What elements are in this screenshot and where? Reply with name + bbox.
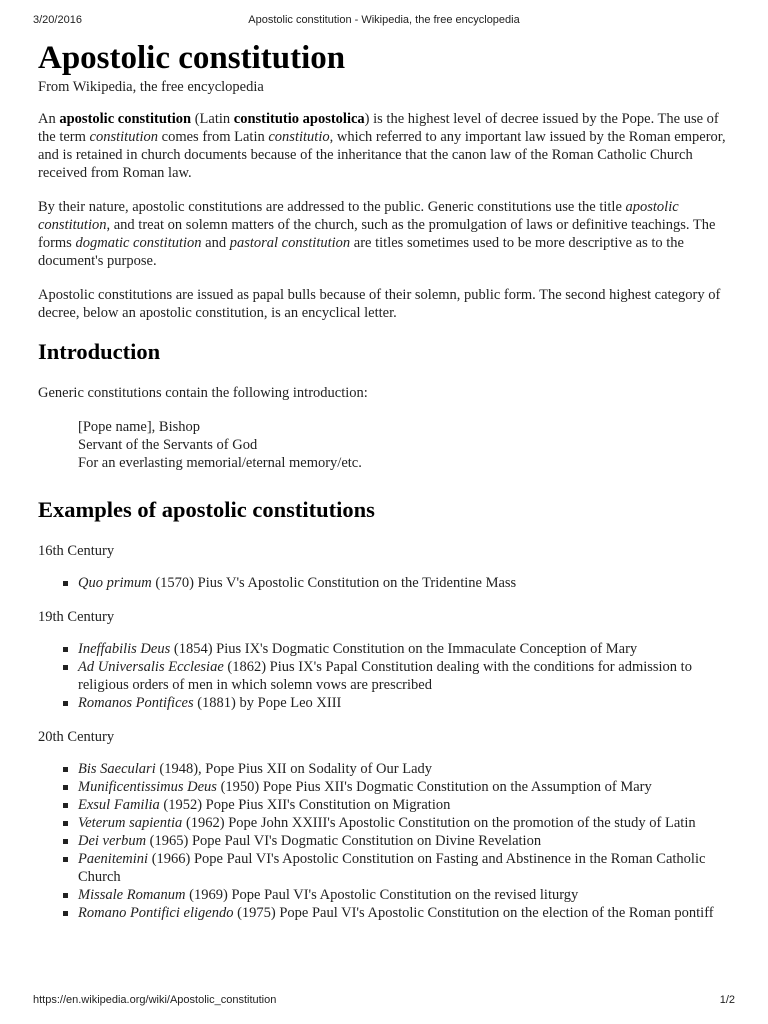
text-run: By their nature, apostolic constitutions are addressed to the public. Generic constitutions use the title <box>38 199 626 215</box>
document-description: (1862) Pius IX's Papal Constitution dealing with the conditions for admission to religious orders of men in which solemn vows are prescribed <box>78 659 692 693</box>
square-bullet-icon <box>63 767 68 772</box>
examples-list <box>38 760 738 922</box>
list-item <box>78 658 738 694</box>
document-description: (1966) Pope Paul VI's Apostolic Constitution on Fasting and Abstinence in the Roman Catholic Church <box>78 851 706 885</box>
document-description: (1962) Pope John XXIII's Apostolic Constitution on the promotion of the study of Latin <box>182 815 696 831</box>
text-run: and <box>201 235 230 251</box>
square-bullet-icon <box>63 665 68 670</box>
document-title: Bis Saeculari <box>78 761 156 777</box>
square-bullet-icon <box>63 647 68 652</box>
document-description: (1975) Pope Paul VI's Apostolic Constitution on the election of the Roman pontiff <box>233 905 714 921</box>
examples-list <box>38 574 738 592</box>
article-title: Apostolic constitution <box>38 40 346 76</box>
document-title: Dei verbum <box>78 833 147 849</box>
square-bullet-icon <box>63 911 68 916</box>
italic-term: constitutio <box>268 129 330 145</box>
article-tagline: From Wikipedia, the free encyclopedia <box>38 79 264 95</box>
document-description: (1948), Pope Pius XII on Sodality of Our Lady <box>155 761 433 777</box>
document-title: Paenitemini <box>78 851 149 867</box>
square-bullet-icon <box>63 893 68 898</box>
document-title: Veterum sapientia <box>78 815 183 831</box>
square-bullet-icon <box>63 785 68 790</box>
introduction-formula <box>78 418 738 472</box>
lead-paragraph-2 <box>38 198 738 270</box>
list-item <box>78 640 738 658</box>
formula-line: [Pope name], Bishop <box>78 419 201 435</box>
list-item <box>78 832 738 850</box>
list-item <box>78 904 738 922</box>
document-description: (1881) by Pope Leo XIII <box>193 695 342 711</box>
list-item <box>78 850 738 886</box>
print-header <box>33 14 735 30</box>
bold-term: apostolic constitution <box>59 111 192 127</box>
square-bullet-icon <box>63 821 68 826</box>
document-description: (1965) Pope Paul VI's Dogmatic Constitution on Divine Revelation <box>146 833 542 849</box>
century-label: 20th Century <box>38 729 115 745</box>
text-run: comes from Latin <box>158 129 269 145</box>
square-bullet-icon <box>63 857 68 862</box>
text-run: , and treat on solemn matters of the church, such as the promulgation of laws or definitive teachings. The forms <box>38 217 716 251</box>
lead-paragraph-3: Apostolic constitutions are issued as papal bulls because of their solemn, public form. The second highest category of decree, below an apostolic constitution, is an encyclical letter. <box>38 287 721 321</box>
examples-list <box>38 640 738 712</box>
text-run: ) is the highest level of decree issued by the Pope. The use of the term <box>38 111 719 145</box>
list-item <box>78 796 738 814</box>
lead-paragraph-1 <box>38 110 738 182</box>
document-description: (1950) Pope Pius XII's Dogmatic Constitution on the Assumption of Mary <box>216 779 652 795</box>
italic-term: constitution <box>89 129 159 145</box>
section-heading-introduction: Introduction <box>38 339 161 364</box>
italic-term: pastoral constitution <box>229 235 351 251</box>
text-run: (Latin <box>191 111 234 127</box>
document-title: Romano Pontifici eligendo <box>78 905 234 921</box>
square-bullet-icon <box>63 803 68 808</box>
list-item <box>78 814 738 832</box>
list-item <box>78 760 738 778</box>
square-bullet-icon <box>63 701 68 706</box>
document-description: (1854) Pius IX's Dogmatic Constitution on the Immaculate Conception of Mary <box>170 641 638 657</box>
text-run: are titles sometimes used to be more descriptive as to the document's purpose. <box>38 235 684 269</box>
italic-term: dogmatic constitution <box>75 235 202 251</box>
text-run: An <box>38 111 60 127</box>
bold-term: constitutio apostolica <box>233 111 365 127</box>
formula-line: For an everlasting memorial/eternal memory/etc. <box>78 455 362 471</box>
list-item <box>78 574 738 592</box>
list-item <box>78 778 738 796</box>
document-title: Ad Universalis Ecclesiae <box>78 659 224 675</box>
century-label: 19th Century <box>38 609 115 625</box>
century-label: 16th Century <box>38 543 115 559</box>
text-run: , which referred to any important law issued by the Roman emperor, and is retained in church documents because of the inheritance that the canon law of the Roman Catholic Church received from Roman law. <box>38 129 726 181</box>
document-title: Munificentissimus Deus <box>78 779 217 795</box>
print-page-number: 1/2 <box>719 994 735 1006</box>
document-title: Romanos Pontifices <box>78 695 194 711</box>
list-item <box>78 694 738 712</box>
print-page-title: Apostolic constitution - Wikipedia, the free encyclopedia <box>248 14 520 26</box>
list-item <box>78 886 738 904</box>
formula-line: Servant of the Servants of God <box>78 437 258 453</box>
article-content <box>38 38 738 938</box>
document-title: Quo primum <box>78 575 152 591</box>
document-description: (1952) Pope Pius XII's Constitution on Migration <box>159 797 451 813</box>
introduction-text: Generic constitutions contain the following introduction: <box>38 385 368 401</box>
print-date: 3/20/2016 <box>33 14 82 26</box>
italic-term: apostolic constitution <box>38 199 679 233</box>
document-title: Missale Romanum <box>78 887 186 903</box>
examples-list-container <box>38 542 738 922</box>
print-footer <box>33 994 735 1010</box>
print-url: https://en.wikipedia.org/wiki/Apostolic_constitution <box>33 994 277 1006</box>
document-description: (1969) Pope Paul VI's Apostolic Constitution on the revised liturgy <box>185 887 579 903</box>
document-title: Ineffabilis Deus <box>78 641 171 657</box>
section-heading-examples: Examples of apostolic constitutions <box>38 497 375 522</box>
square-bullet-icon <box>63 839 68 844</box>
square-bullet-icon <box>63 581 68 586</box>
document-description: (1570) Pius V's Apostolic Constitution on the Tridentine Mass <box>151 575 517 591</box>
document-title: Exsul Familia <box>78 797 160 813</box>
